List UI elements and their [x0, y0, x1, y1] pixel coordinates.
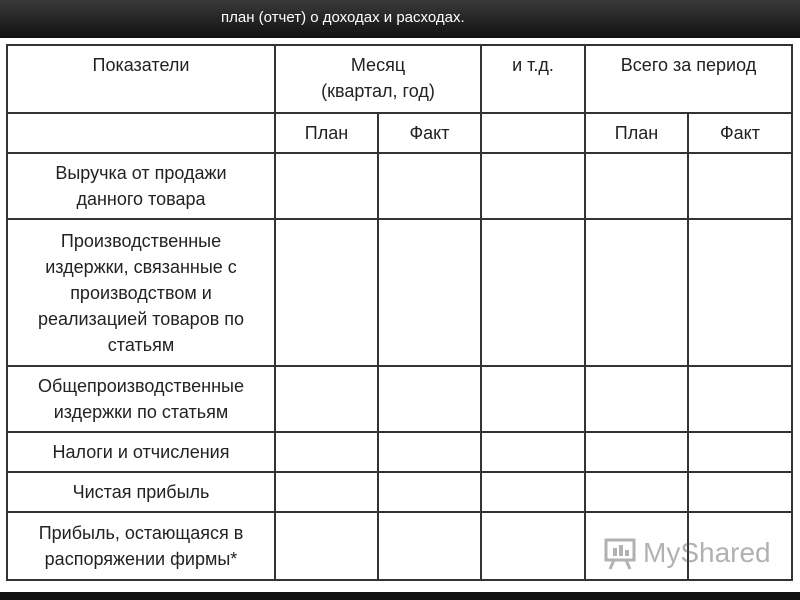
table-cell [378, 472, 481, 512]
subheader-empty [7, 113, 275, 153]
row-label-line: реализацией товаров по [37, 308, 245, 329]
row-label-line: Производственные [60, 230, 222, 251]
table-cell [378, 219, 481, 366]
row-label-production-costs [7, 219, 275, 366]
table-cell [585, 153, 688, 219]
table-cell [275, 153, 378, 219]
table-cell [481, 432, 585, 472]
table-cell [585, 432, 688, 472]
table-cell [275, 219, 378, 366]
row-label-taxes: Налоги и отчисления [7, 432, 275, 472]
table-cell [378, 432, 481, 472]
header-month-line2: (квартал, год) [321, 81, 435, 101]
header-total: Всего за период [585, 45, 792, 113]
table-cell [481, 472, 585, 512]
watermark-text [643, 537, 771, 569]
table-cell [688, 472, 792, 512]
table-cell [585, 219, 688, 366]
row-label-line: данного товара [76, 189, 206, 209]
table-cell [688, 153, 792, 219]
table-cell [481, 366, 585, 432]
subheader-month-fact: Факт [378, 113, 481, 153]
table-row [7, 153, 792, 219]
bottom-bar [0, 592, 800, 600]
table-cell [688, 366, 792, 432]
slide-title: план (отчет) о доходах и расходах. [221, 9, 465, 26]
table-row [7, 432, 792, 472]
table-subheader-row [7, 113, 792, 153]
header-month [275, 45, 481, 113]
subheader-etc-empty [481, 113, 585, 153]
row-label-net-profit: Чистая прибыль [7, 472, 275, 512]
table-cell [378, 512, 481, 580]
table-cell [481, 153, 585, 219]
table-row [7, 366, 792, 432]
row-label-line: производством и [70, 282, 212, 303]
table-cell [481, 512, 585, 580]
table-cell [275, 366, 378, 432]
header-month-line1: Месяц [350, 55, 406, 75]
row-label-line: статьям [107, 334, 175, 355]
table-cell [585, 472, 688, 512]
table-cell [481, 219, 585, 366]
table-cell [275, 432, 378, 472]
table-cell [688, 432, 792, 472]
table-cell [275, 472, 378, 512]
table-row [7, 219, 792, 366]
table-header-row [7, 45, 792, 113]
table-cell [378, 366, 481, 432]
header-indicators: Показатели [7, 45, 275, 113]
row-label-line: Выручка от продажи [55, 163, 227, 183]
subheader-total-fact: Факт [688, 113, 792, 153]
row-label-line: издержки, связанные с [45, 256, 237, 277]
row-label-line: издержки по статьям [53, 402, 229, 422]
myshared-watermark [603, 536, 771, 570]
table-cell [585, 366, 688, 432]
header-etc: и т.д. [481, 45, 585, 113]
watermark-text-shared: Shared [680, 537, 771, 568]
income-expense-table [6, 44, 793, 581]
row-label-overhead-costs [7, 366, 275, 432]
row-label-line: Прибыль, остающаяся в [38, 523, 244, 543]
subheader-month-plan: План [275, 113, 378, 153]
subheader-total-plan: План [585, 113, 688, 153]
table-cell [688, 219, 792, 366]
row-label-line: Общепроизводственные [38, 376, 244, 396]
row-label-revenue [7, 153, 275, 219]
row-label-retained-profit [7, 512, 275, 580]
row-label-line: распоряжении фирмы* [44, 549, 238, 569]
watermark-text-my: My [643, 537, 681, 568]
table-cell [275, 512, 378, 580]
table-row [7, 472, 792, 512]
presentation-board-icon [603, 536, 637, 570]
table-cell [378, 153, 481, 219]
